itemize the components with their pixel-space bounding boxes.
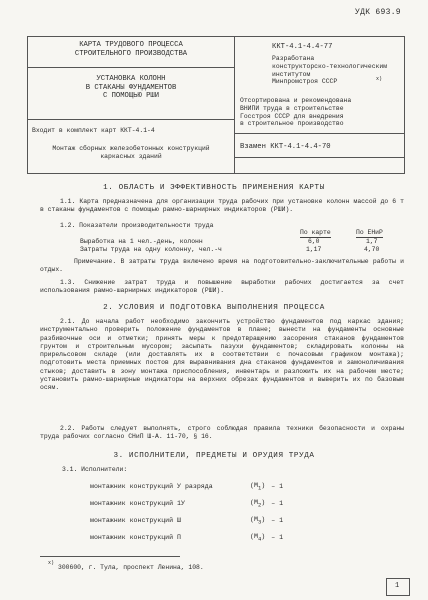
header-frame (27, 36, 405, 174)
workers-list (90, 478, 390, 546)
page-number-box (386, 578, 410, 596)
section-3-title: 3. ИСПОЛНИТЕЛИ, ПРЕДМЕТЫ И ОРУДИЯ ТРУДА (113, 452, 315, 460)
row-labor-label: Затраты труда на одну колонну, чел.-ч (80, 246, 222, 253)
karta-title: КАРТА ТРУДОВОГО ПРОЦЕССА СТРОИТЕЛЬНОГО ПРОИЗВОДСТВА (74, 41, 188, 58)
para-2-1: 2.1. До начала работ необходимо закончить устройство фундаментов под каркас здания; инструментально проверить положение фундаментов в плане; вынести на фундаменты основные разбивочные оси и отметки; принять меры к предотвращению засорения стаканов фундаментов грунтом и строительным мусором; засыпать пазухи фундаментов; складировать колонны на прирельсовом складе (или доставлять их в соответствии с почасовым графиком монтажа); подготовить места приемных постов для выравнивания дна стаканов фундаментов и замоноличивания стыков; доставить в зону монтажа приспособления, инвентарь и разложить их на рабочем месте; установить рамно-шарнирные индикаторы на верхних обрезах фундаментов и выверить их по базовым осям. (40, 318, 404, 392)
frame-divider-left-2 (28, 119, 234, 120)
note-text: Примечание. В затраты труда включено время на подготовительно-заключительные работы и отдых. (40, 258, 404, 274)
approved-text: Отсортирована и рекомендована ВНИПИ труда в строительстве Госстроя СССР для внедрения в строительное производство (240, 97, 352, 128)
frame-divider-right-2 (234, 157, 404, 158)
worker-symbol: $(М_3)$ (250, 515, 266, 526)
row-output-label: Выработка на 1 чел.-день, колонн (80, 238, 203, 245)
para-1-2-label: 1.2. Показатели производительности труда (60, 222, 214, 229)
worker-row (90, 495, 390, 512)
row-output-by-enir: 1,7 (366, 238, 378, 245)
para-1-1: 1.1. Карта предназначена для организации труда рабочих при установке колонн массой до 6 т в стаканы фундаментов с помощью рамно-шарнирных индикаторов (РШИ). (40, 198, 404, 214)
vzamen-text: Взамен ККТ-4.1-4.4-70 (240, 143, 331, 151)
worker-count: – 1 (271, 517, 284, 524)
section-2-title: 2. УСЛОВИЯ И ПОДГОТОВКА ВЫПОЛНЕНИЯ ПРОЦЕССА (103, 304, 325, 312)
worker-label: монтажник конструкций У разряда (90, 483, 213, 490)
udk-code: УДК 693.9 (355, 8, 401, 17)
worker-symbol: $(М_4)$ (250, 532, 266, 543)
page-number: 1 (395, 582, 400, 590)
developer-footnote-mark: х) (376, 76, 383, 82)
para-3-1: 3.1. Исполнители: (62, 466, 128, 473)
worker-row (90, 512, 390, 529)
para-1-3: 1.3. Снижение затрат труда и повышение выработки рабочих достигается за счет использования рамно-шарнирных индикаторов (РШИ). (40, 279, 404, 295)
footnote-rule (40, 556, 180, 557)
process-title: УСТАНОВКА КОЛОНН В СТАКАНЫ ФУНДАМЕНТОВ С ПОМОЩЬЮ РШИ (85, 75, 177, 101)
footnote-text: 300600, г. Тула, проспект Ленина, 108. (58, 564, 204, 571)
worker-symbol: $(М_1)$ (250, 481, 266, 492)
section-1-title: 1. ОБЛАСТЬ И ЭФФЕКТИВНОСТЬ ПРИМЕНЕНИЯ КАРТЫ (103, 184, 325, 192)
worker-symbol: $(М_2)$ (250, 498, 266, 509)
row-labor-by-enir: 4,70 (364, 246, 380, 253)
worker-count: – 1 (271, 500, 284, 507)
worker-count: – 1 (271, 483, 284, 490)
worker-label: монтажник конструкций П (90, 534, 182, 541)
worker-label: монтажник конструкций Ш (90, 517, 182, 524)
frame-divider-vertical (234, 37, 235, 173)
frame-divider-left-1 (28, 67, 234, 68)
developer-text: Разработана конструкторско-технологическим институтом Минпромстроя СССР (272, 55, 388, 86)
worker-row (90, 529, 390, 546)
row-output-by-card: 6,0 (308, 238, 320, 245)
col-header-by-card: По карте (300, 229, 331, 238)
worker-count: – 1 (271, 534, 284, 541)
card-number: ККТ-4.1-4.4-77 (272, 43, 333, 51)
row-labor-by-card: 1,17 (306, 246, 322, 253)
worker-row (90, 478, 390, 495)
komplekt-label: Входит в комплект карт ККТ-4.1-4 (32, 127, 155, 134)
montazh-text: Монтаж сборных железобетонных конструкций каркасных зданий (52, 145, 210, 160)
footnote-mark: х) (48, 560, 55, 566)
worker-label: монтажник конструкций 1У (90, 500, 185, 507)
col-header-by-enir: По ЕНиР (356, 229, 383, 238)
para-2-2: 2.2. Работы следует выполнять, строго соблюдая правила техники безопасности и охраны труда рабочих согласно СНиП Ш-А. 11-70, § 16. (40, 425, 404, 441)
frame-divider-right (234, 133, 404, 134)
